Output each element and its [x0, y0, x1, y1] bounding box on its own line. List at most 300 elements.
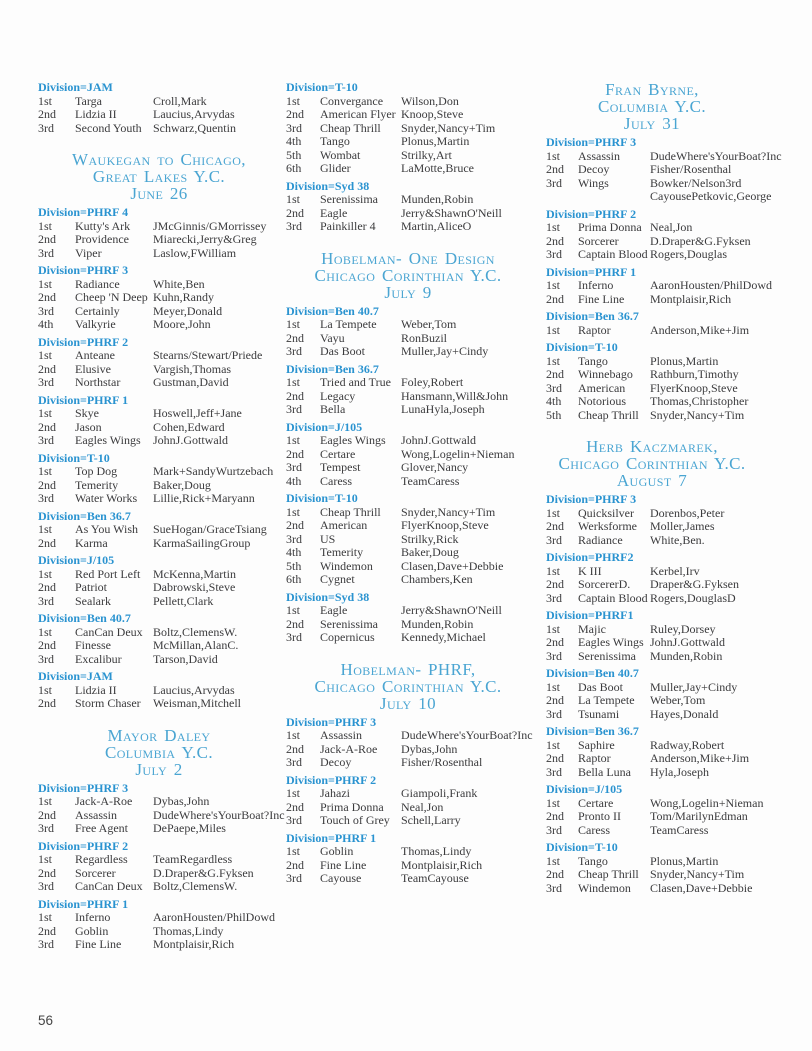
division-label: Division=PHRF 1 [38, 896, 129, 911]
rank: 2nd [38, 477, 56, 492]
result-row [286, 220, 530, 234]
result-row [286, 390, 530, 404]
rank: 1st [286, 317, 301, 331]
boat-name: Cygnet [320, 572, 355, 586]
rank: 2nd [38, 290, 56, 304]
rank: 2nd [546, 751, 564, 765]
boat-name: Decoy [578, 162, 610, 176]
rank: 1st [286, 433, 301, 447]
result-row [286, 814, 530, 828]
skipper-name: Dybas,John [153, 794, 210, 808]
rank: 2nd [546, 367, 564, 381]
boat-name: Inferno [75, 910, 111, 924]
rank: 1st [286, 603, 301, 617]
skipper-name: Draper&G.Fyksen [650, 577, 739, 591]
boat-name: Sorcerer [578, 233, 619, 248]
skipper-name: Montplaisir,Rich [153, 937, 235, 951]
skipper-name: Dybas,John [401, 741, 458, 756]
skipper-name: Plonus,Martin [401, 134, 470, 148]
rank: 4th [286, 134, 302, 148]
skipper-name: DudeWhere'sYourBoat?Inc [650, 148, 782, 163]
skipper-name: Jerry&ShawnO'Neill [401, 205, 502, 220]
division-label: Division=PHRF1 [546, 608, 634, 622]
result-row [546, 868, 758, 882]
result-row [38, 537, 280, 551]
skipper-name: JohnJ.Gottwald [153, 433, 228, 447]
rank: 3rd [546, 247, 562, 261]
division-label: Division=PHRF 1 [38, 392, 129, 407]
skipper-name: Hoswell,Jeff+Jane [153, 406, 242, 420]
result-row [546, 592, 758, 606]
result-row [38, 421, 280, 435]
rank: 3rd [38, 120, 54, 135]
rank: 4th [286, 473, 302, 488]
rank: 1st [38, 406, 53, 420]
division-label: Division=J/105 [286, 419, 363, 434]
result-row [546, 189, 772, 204]
skipper-name: Wong,Logelin+Nieman [401, 446, 515, 461]
result-row [38, 639, 280, 653]
skipper-name: Wilson,Don [401, 93, 459, 108]
division-section [286, 363, 530, 417]
skipper-name: Snyder,Nancy+Tim [401, 504, 496, 519]
rank: 3rd [286, 630, 302, 644]
division-label: Division=PHRF 3 [546, 492, 637, 506]
skipper-name: LaMotte,Bruce [401, 161, 474, 175]
result-row [286, 872, 530, 886]
skipper-name: Knoop,Steve [401, 107, 464, 121]
rank: 1st [546, 148, 561, 163]
rank: 5th [286, 147, 302, 162]
skipper-name: Vargish,Thomas [153, 361, 232, 376]
column-middle [286, 80, 533, 886]
boat-name: Viper [75, 245, 102, 260]
result-row [38, 407, 280, 421]
division-section [286, 714, 533, 770]
event-heading-line: Chicago Corinthian Y.C. [314, 265, 502, 285]
rank: 1st [546, 621, 561, 636]
division-label: Division=Ben 40.7 [38, 611, 131, 625]
skipper-name: Moller,James [650, 519, 715, 533]
skipper-name: Lillie,Rick+Maryann [153, 491, 255, 505]
event-heading-line: Columbia Y.C. [104, 742, 214, 762]
result-row [546, 795, 764, 811]
skipper-name: Rathburn,Timothy [650, 367, 739, 381]
result-row [38, 434, 280, 448]
result-row [286, 728, 533, 743]
boat-name: Storm Chaser [75, 696, 141, 710]
result-row [286, 332, 530, 346]
division-section [546, 782, 764, 837]
skipper-name: Neal,Jon [650, 220, 693, 234]
result-row [38, 233, 280, 247]
boat-name: Serenissima [578, 648, 636, 663]
result-row [286, 448, 530, 462]
boat-name: SorcererD. [578, 577, 631, 591]
rank: 1st [38, 348, 53, 362]
boat-name: Jason [75, 419, 102, 434]
rank: 1st [38, 682, 53, 697]
skipper-name: Schell,Larry [401, 813, 461, 827]
rank: 2nd [286, 330, 304, 345]
event-heading [38, 151, 280, 202]
skipper-name: Anderson,Mike+Jim [650, 751, 750, 765]
event-heading [546, 438, 758, 489]
rank: 4th [546, 394, 562, 408]
event-heading-line: Waukegan to Chicago, [72, 150, 246, 169]
rank: 3rd [38, 245, 54, 260]
boat-name: Copernicus [320, 630, 375, 644]
event-heading-line: Herb Kaczmarek, [586, 437, 718, 456]
result-row [38, 595, 280, 609]
event-heading-line: Chicago Corinthian Y.C. [558, 454, 746, 473]
division-section [546, 609, 758, 663]
result-row [286, 461, 530, 475]
skipper-name: Stearns/Stewart/Priede [153, 348, 263, 362]
skipper-name: JMcGinnis/GMorrissey [153, 218, 267, 233]
boat-name: Excalibur [75, 651, 122, 666]
result-row [38, 911, 280, 925]
skipper-name: Kuhn,Randy [153, 290, 214, 304]
result-row [38, 479, 280, 493]
result-row [38, 867, 280, 881]
result-row [546, 766, 758, 780]
result-row [38, 523, 280, 537]
rank: 2nd [546, 519, 564, 533]
result-row [38, 684, 280, 698]
division-label: Division=JAM [38, 669, 113, 683]
result-row [38, 108, 280, 122]
division-label: Division=T-10 [286, 80, 358, 94]
boat-name: Tango [578, 853, 608, 868]
result-row [546, 368, 758, 382]
boat-name: Temerity [320, 545, 364, 559]
division-label: Division=PHRF2 [546, 550, 634, 564]
skipper-name: Radway,Robert [650, 737, 725, 752]
result-row [38, 925, 280, 939]
rank: 2nd [546, 291, 564, 306]
skipper-name: Montplaisir,Rich [401, 857, 483, 872]
skipper-name: Tom/MarilynEdman [650, 809, 748, 823]
result-row [546, 221, 758, 235]
boat-name: Assassin [75, 807, 118, 822]
division-label: Division=T-10 [38, 450, 110, 465]
rank: 2nd [546, 693, 564, 707]
result-row [38, 465, 280, 479]
rank: 1st [546, 220, 561, 234]
page-number: 56 [38, 1013, 54, 1028]
result-row [546, 382, 758, 396]
boat-name: Certare [320, 446, 356, 461]
skipper-name: Boltz,ClemensW. [153, 879, 238, 893]
skipper-name: SueHogan/GraceTsiang [153, 522, 267, 536]
rank: 6th [286, 572, 302, 586]
boat-name: Assassin [578, 148, 621, 163]
result-row [38, 122, 280, 136]
division-section [38, 206, 280, 260]
rank: 1st [286, 93, 301, 108]
division-section [546, 341, 758, 422]
rank: 3rd [546, 764, 562, 779]
result-row [38, 95, 280, 109]
skipper-name: Meyer,Donald [153, 303, 223, 318]
rank: 2nd [38, 638, 56, 652]
result-row [286, 519, 530, 533]
rank: 3rd [546, 532, 562, 547]
boat-name: Finesse [75, 638, 111, 652]
boat-name: Targa [75, 93, 102, 108]
boat-name: Windemon [578, 880, 631, 895]
skipper-name: Giampoli,Frank [401, 786, 478, 800]
boat-name: Jack-A-Roe [320, 741, 378, 756]
boat-name: As You Wish [75, 522, 138, 536]
boat-name: American [320, 518, 368, 532]
division-label: Division=Ben 36.7 [38, 508, 131, 523]
boat-name: La Tempete [578, 693, 635, 707]
result-row [546, 293, 758, 307]
event-heading-line: Fran Byrne, [605, 80, 699, 99]
division-label: Division=T-10 [546, 840, 618, 854]
rank: 2nd [286, 446, 304, 461]
result-row [546, 235, 758, 249]
result-row [286, 149, 530, 163]
division-section [286, 305, 530, 359]
skipper-name: CayousePetkovic,George [650, 189, 772, 203]
event-heading [546, 81, 758, 132]
skipper-name: Anderson,Mike+Jim [650, 322, 750, 337]
event-heading-line: August 7 [616, 471, 688, 490]
skipper-name: White,Ben [153, 276, 205, 291]
result-row [38, 318, 280, 332]
rank: 2nd [38, 807, 56, 822]
skipper-name: Weber,Tom [650, 693, 706, 707]
skipper-name: Plonus,Martin [650, 853, 719, 868]
skipper-name: Muller,Jay+Cindy [401, 344, 489, 358]
column-left [38, 80, 285, 952]
skipper-name: LunaHyla,Joseph [401, 402, 485, 416]
division-label: Division=T-10 [286, 491, 358, 505]
boat-name: Certainly [75, 303, 120, 318]
boat-name: Karma [75, 535, 108, 550]
division-section [38, 452, 280, 506]
rank: 2nd [286, 107, 304, 121]
boat-name: Certare [578, 795, 614, 810]
boat-name: Fine Line [320, 857, 367, 872]
result-row [38, 795, 280, 809]
boat-name: Bella Luna [578, 764, 631, 779]
rank: 3rd [286, 871, 302, 885]
boat-name: Red Port Left [75, 566, 141, 581]
result-row [38, 305, 280, 319]
rank: 1st [286, 786, 301, 800]
boat-name: Captain Blood [578, 590, 648, 605]
division-label: Division=PHRF 2 [546, 206, 637, 221]
boat-name: Water Works [75, 491, 138, 505]
rank: 2nd [38, 580, 56, 594]
division-label: Division=Ben 40.7 [286, 303, 379, 318]
rank: 2nd [38, 865, 56, 880]
boat-name: Tried and True [320, 375, 391, 389]
skipper-name: DePaepe,Miles [153, 821, 226, 835]
result-row [286, 207, 530, 221]
result-row [286, 475, 530, 489]
rank: 1st [546, 353, 561, 368]
skipper-name: Hyla,Joseph [650, 764, 709, 779]
division-label: Division=PHRF 2 [286, 772, 377, 787]
skipper-name: Wong,Logelin+Nieman [650, 795, 764, 810]
boat-name: Assassin [320, 728, 363, 742]
rank: 1st [546, 322, 561, 337]
boat-name: Saphire [578, 737, 615, 752]
event-heading-line: July 9 [384, 282, 432, 302]
skipper-name: JohnJ.Gottwald [650, 635, 725, 649]
boat-name: Sorcerer [75, 865, 116, 880]
skipper-name: D.Draper&G.Fyksen [153, 865, 254, 880]
skipper-name: Clasen,Dave+Debbie [650, 880, 753, 895]
division-section [286, 591, 530, 645]
boat-name: Caress [578, 822, 610, 837]
division-label: Division=PHRF 1 [286, 830, 377, 845]
division-section [38, 81, 280, 135]
skipper-name: Rogers,Douglas [650, 247, 727, 261]
skipper-name: TeamCaress [401, 473, 460, 488]
division-section [546, 841, 758, 895]
boat-name: Glider [320, 161, 351, 175]
division-section [38, 394, 280, 448]
rank: 1st [38, 852, 53, 866]
division-section [286, 421, 530, 489]
result-row [286, 546, 530, 560]
result-row [286, 631, 530, 645]
boat-name: Fine Line [75, 937, 122, 951]
boat-name: Fine Line [578, 291, 625, 306]
rank: 3rd [546, 648, 562, 663]
skipper-name: Thomas,Lindy [153, 923, 224, 938]
result-row [286, 845, 530, 859]
rank: 3rd [38, 879, 54, 893]
result-row [546, 534, 758, 548]
result-row [546, 824, 758, 838]
boat-name: Eagles Wings [75, 433, 141, 447]
result-row [546, 650, 758, 664]
division-label: Division=JAM [38, 80, 113, 94]
skipper-name: Weisman,Mitchell [153, 696, 242, 710]
result-row [286, 859, 530, 873]
division-section [546, 135, 782, 204]
skipper-name: Bowker/Nelson3rd [650, 175, 742, 190]
skipper-name: Laucius,Arvydas [153, 107, 235, 121]
division-label: Division=J/105 [546, 782, 623, 796]
skipper-name: DudeWhere'sYourBoat?Inc [153, 807, 285, 822]
event-heading-line: Great Lakes Y.C. [92, 167, 226, 186]
boat-name: Quicksilver [578, 505, 634, 520]
result-row [546, 855, 758, 869]
boat-name: Jahazi [320, 786, 350, 800]
boat-name: Cayouse [320, 871, 362, 885]
boat-name: Notorious [578, 394, 626, 408]
result-row [286, 787, 530, 801]
result-row [546, 507, 758, 521]
rank: 1st [38, 93, 53, 108]
skipper-name: Ruley,Dorsey [650, 621, 716, 636]
boat-name: Eagles Wings [578, 635, 644, 649]
rank: 5th [286, 558, 302, 573]
result-row [286, 756, 530, 770]
skipper-name: Munden,Robin [401, 616, 474, 631]
boat-name: Serenissima [320, 616, 378, 631]
rank: 4th [38, 317, 54, 331]
result-row [286, 801, 530, 815]
skipper-name: Baker,Doug [401, 545, 459, 559]
rank: 1st [546, 278, 561, 292]
boat-name: Convergance [320, 93, 384, 108]
division-label: Division=PHRF 3 [286, 714, 377, 729]
result-row [286, 193, 530, 207]
result-row [38, 568, 280, 582]
rank: 1st [38, 464, 53, 478]
result-row [38, 697, 280, 711]
rank: 3rd [38, 937, 54, 951]
rank: 1st [38, 522, 53, 536]
boat-name: Prima Donna [320, 799, 384, 814]
skipper-name: Snyder,Nancy+Tim [650, 407, 745, 422]
rank: 3rd [38, 821, 54, 835]
boat-name: Elusive [75, 361, 111, 376]
boat-name: Decoy [320, 755, 352, 769]
result-row [38, 581, 280, 595]
rank: 3rd [38, 651, 54, 666]
boat-name: Patriot [75, 580, 107, 594]
division-section [38, 336, 280, 390]
result-row [38, 853, 280, 867]
rank: 3rd [546, 175, 562, 190]
skipper-name: Hansmann,Will&John [401, 388, 509, 403]
skipper-name: Munden,Robin [401, 192, 474, 206]
rank: 1st [286, 844, 301, 858]
boat-name: Anteane [75, 348, 115, 362]
skipper-name: Boltz,ClemensW. [153, 624, 238, 639]
result-row [286, 318, 530, 332]
result-row [546, 409, 758, 423]
result-row [546, 148, 782, 164]
result-row [286, 560, 530, 574]
result-row [286, 533, 530, 547]
result-row [38, 247, 280, 261]
boat-name: Tsunami [578, 706, 620, 721]
result-row [546, 520, 758, 534]
boat-name: Majic [578, 621, 606, 636]
boat-name: Valkyrie [75, 317, 116, 331]
boat-name: Raptor [578, 751, 611, 765]
skipper-name: Gustman,David [153, 375, 229, 389]
boat-name: Wombat [320, 147, 361, 162]
skipper-name: Kennedy,Michael [401, 630, 486, 644]
result-row [38, 626, 280, 640]
result-row [546, 739, 758, 753]
boat-name: Goblin [320, 844, 354, 858]
skipper-name: Laucius,Arvydas [153, 682, 235, 697]
division-label: Division=Ben 36.7 [286, 361, 379, 376]
boat-name: Legacy [320, 388, 356, 403]
skipper-name: Montplaisir,Rich [650, 291, 732, 306]
result-row [286, 95, 530, 109]
boat-name: American Flyer [320, 107, 396, 121]
skipper-name: White,Ben. [650, 532, 705, 547]
result-row [38, 807, 285, 823]
boat-name: American [578, 380, 626, 395]
rank: 1st [38, 910, 53, 924]
skipper-name: Chambers,Ken [401, 572, 473, 586]
